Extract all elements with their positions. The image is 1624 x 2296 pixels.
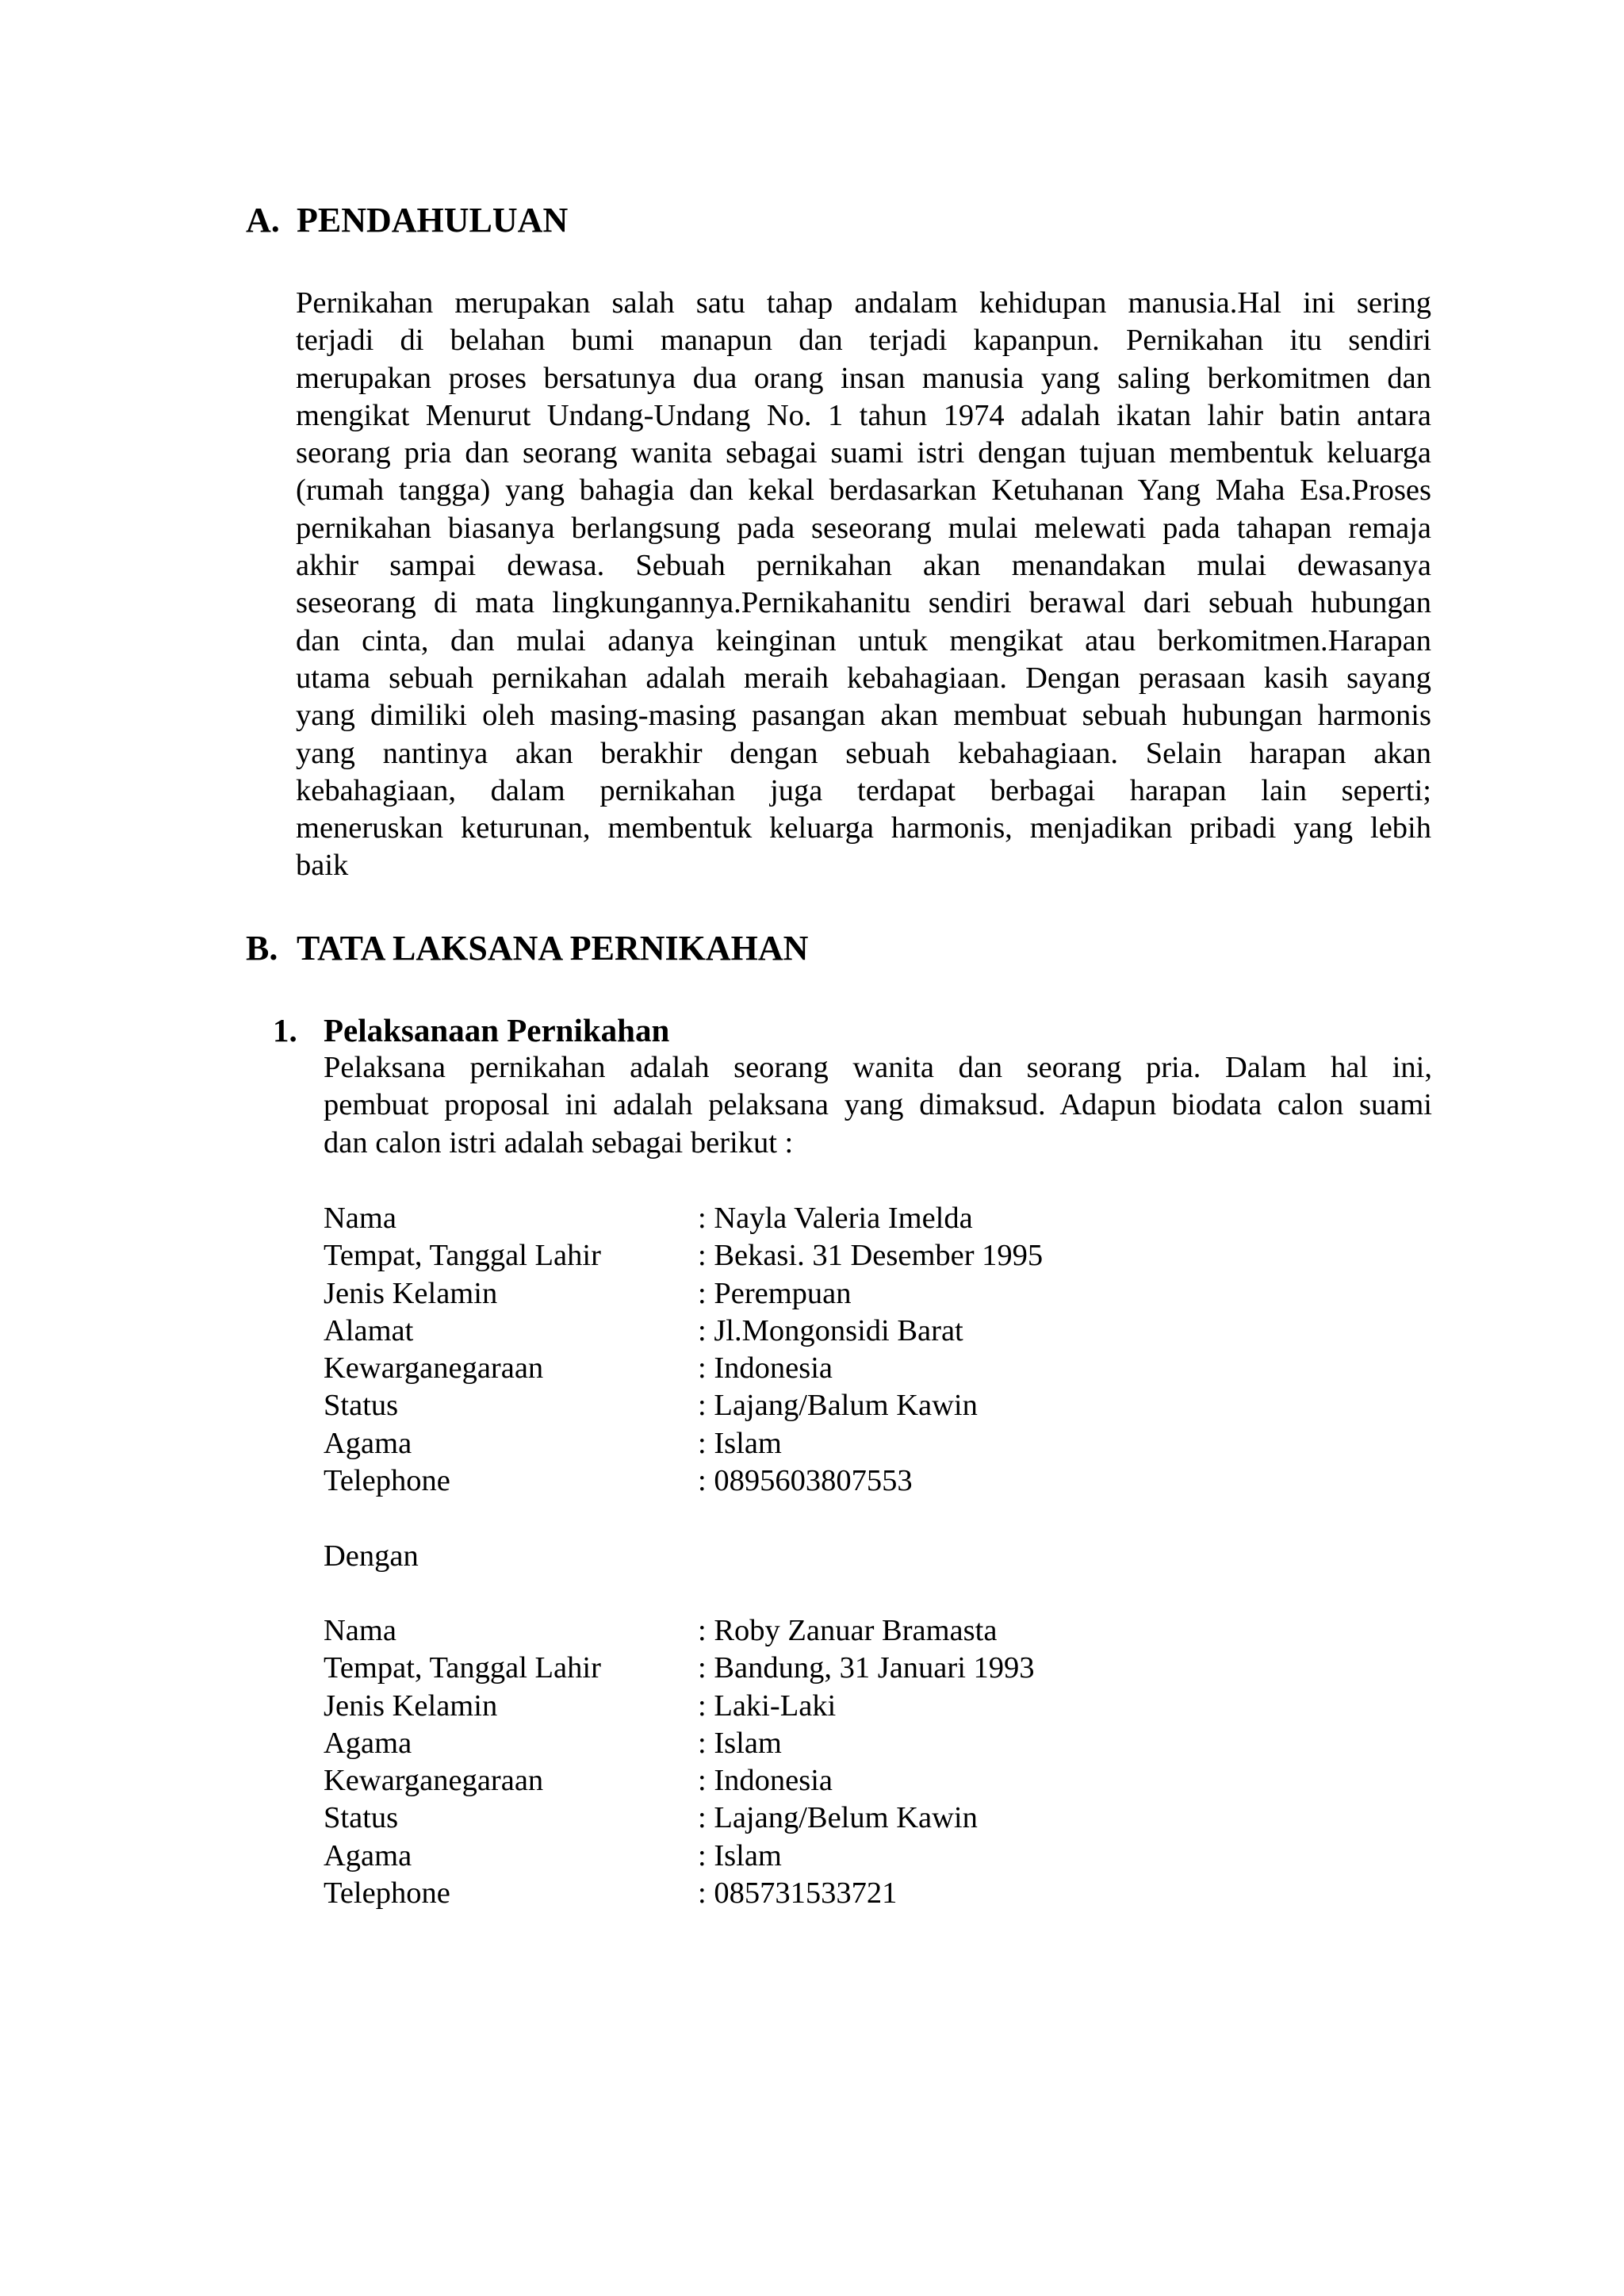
paragraph-line: meneruskan keturunan, membentuk keluarga harmonis, menjadikan pribadi yang lebih: [296, 811, 1431, 845]
paragraph-line: (rumah tangga) yang bahagia dan kekal berdasarkan Ketuhanan Yang Maha Esa.Proses: [296, 473, 1431, 508]
paragraph-line: dan calon istri adalah sebagai berikut :: [324, 1125, 794, 1159]
biodata-label: Jenis Kelamin: [324, 1688, 498, 1723]
paragraph-line: seorang pria dan seorang wanita sebagai suami istri dengan tujuan membentuk keluarga: [296, 436, 1431, 470]
biodata-label: Agama: [324, 1426, 412, 1460]
biodata-row: [324, 1313, 1043, 1350]
biodata-label: Kewarganegaraan: [324, 1764, 544, 1798]
section-a-title: PENDAHULUAN: [297, 201, 569, 240]
paragraph-line: merupakan proses bersatunya dua orang insan manusia yang saling berkomitmen dan: [296, 361, 1431, 395]
section-b-heading: [246, 925, 808, 972]
biodata-label: Agama: [324, 1838, 412, 1872]
biodata-label: Jenis Kelamin: [324, 1276, 498, 1310]
biodata-row: [324, 1425, 1043, 1462]
paragraph-line: Pelaksana pernikahan adalah seorang wanita dan seorang pria. Dalam hal ini,: [324, 1051, 1432, 1084]
biodata-label: Status: [324, 1801, 399, 1835]
biodata-label: Tempat, Tanggal Lahir: [324, 1651, 601, 1685]
biodata-row: [324, 1200, 1043, 1237]
biodata-row: [324, 1275, 1043, 1313]
biodata-row: [324, 1688, 1035, 1725]
paragraph-line: utama sebuah pernikahan adalah meraih kebahagiaan. Dengan perasaan kasih sayang: [296, 661, 1431, 695]
biodata-row: [324, 1875, 1035, 1912]
section-a-number: A.: [246, 201, 280, 240]
paragraph-line: yang dimiliki oleh masing-masing pasangan akan membuat sebuah hubungan harmonis: [296, 699, 1431, 733]
biodata-row: [324, 1838, 1035, 1875]
biodata-value: : Jl.Mongonsidi Barat: [698, 1313, 963, 1347]
paragraph-line: pembuat proposal ini adalah pelaksana yang dimaksud. Adapun biodata calon suami: [324, 1088, 1432, 1122]
subsection-1-heading: [273, 1008, 669, 1052]
biodata-value: : Nayla Valeria Imelda: [698, 1202, 973, 1235]
biodata-value: : Indonesia: [698, 1764, 833, 1798]
biodata-row: [324, 1650, 1035, 1687]
biodata-label: Status: [324, 1389, 399, 1423]
biodata-row: [324, 1350, 1043, 1387]
paragraph-line: yang nantinya akan berakhir dengan sebuah kebahagiaan. Selain harapan akan: [296, 736, 1431, 770]
biodata-value: : Bekasi. 31 Desember 1995: [698, 1239, 1044, 1273]
paragraph-line: kebahagiaan, dalam pernikahan juga terdapat berbagai harapan lain seperti;: [296, 773, 1431, 807]
biodata-value: : Lajang/Belum Kawin: [698, 1801, 978, 1835]
biodata-value: : Islam: [698, 1726, 782, 1760]
paragraph-line: dan cinta, dan mulai adanya keinginan untuk mengikat atau berkomitmen.Harapan: [296, 623, 1431, 657]
biodata-row: [324, 1612, 1035, 1650]
biodata-value: : Islam: [698, 1838, 782, 1872]
biodata-value: : 085731533721: [698, 1876, 898, 1911]
biodata-label: Nama: [324, 1614, 396, 1647]
biodata-value: : 0895603807553: [698, 1464, 913, 1498]
paragraph-line: mengikat Menurut Undang-Undang No. 1 tahun 1974 adalah ikatan lahir batin antara: [296, 398, 1431, 432]
paragraph-line: akhir sampai dewasa. Sebuah pernikahan akan menandakan mulai dewasanya: [296, 549, 1431, 583]
paragraph-line: baik: [296, 849, 349, 883]
biodata-value: : Laki-Laki: [698, 1688, 837, 1723]
biodata-row: [324, 1762, 1035, 1800]
paragraph-line: pernikahan biasanya berlangsung pada seseorang mulai melewati pada tahapan remaja: [296, 511, 1431, 545]
biodata-label: Alamat: [324, 1313, 414, 1347]
biodata-label: Tempat, Tanggal Lahir: [324, 1239, 601, 1273]
biodata-row: [324, 1800, 1035, 1837]
biodata-value: : Islam: [698, 1426, 782, 1460]
biodata-value: : Roby Zanuar Bramasta: [698, 1614, 998, 1647]
biodata-row: [324, 1387, 1043, 1424]
biodata-value: : Indonesia: [698, 1351, 833, 1386]
paragraph-line: terjadi di belahan bumi manapun dan terjadi kapanpun. Pernikahan itu sendiri: [296, 324, 1431, 358]
paragraph-line: Pernikahan merupakan salah satu tahap andalam kehidupan manusia.Hal ini sering: [296, 286, 1431, 320]
biodata-row: [324, 1237, 1043, 1274]
subsection-1-title: Pelaksanaan Pernikahan: [324, 1012, 670, 1048]
biodata-label: Kewarganegaraan: [324, 1351, 544, 1386]
biodata-row: [324, 1725, 1035, 1762]
biodata-value: : Lajang/Balum Kawin: [698, 1389, 978, 1423]
biodata-label: Telephone: [324, 1876, 450, 1911]
biodata-value: : Perempuan: [698, 1276, 852, 1310]
biodata-value: : Bandung, 31 Januari 1993: [698, 1651, 1035, 1685]
biodata-row: [324, 1462, 1043, 1500]
section-a-paragraph: [296, 285, 1431, 885]
subsection-1-paragraph: [324, 1049, 1432, 1162]
section-a-heading: [246, 197, 568, 244]
biodata-label: Agama: [324, 1726, 412, 1760]
connector-text: Dengan: [324, 1539, 419, 1573]
bride-biodata: [324, 1200, 1043, 1500]
biodata-label: Nama: [324, 1202, 396, 1235]
paragraph-line: seseorang di mata lingkungannya.Pernikahanitu sendiri berawal dari sebuah hubungan: [296, 586, 1431, 620]
subsection-1-number: 1.: [273, 1012, 297, 1048]
biodata-label: Telephone: [324, 1464, 450, 1498]
groom-biodata: [324, 1612, 1035, 1912]
section-b-title: TATA LAKSANA PERNIKAHAN: [297, 929, 809, 968]
section-b-number: B.: [246, 929, 278, 968]
